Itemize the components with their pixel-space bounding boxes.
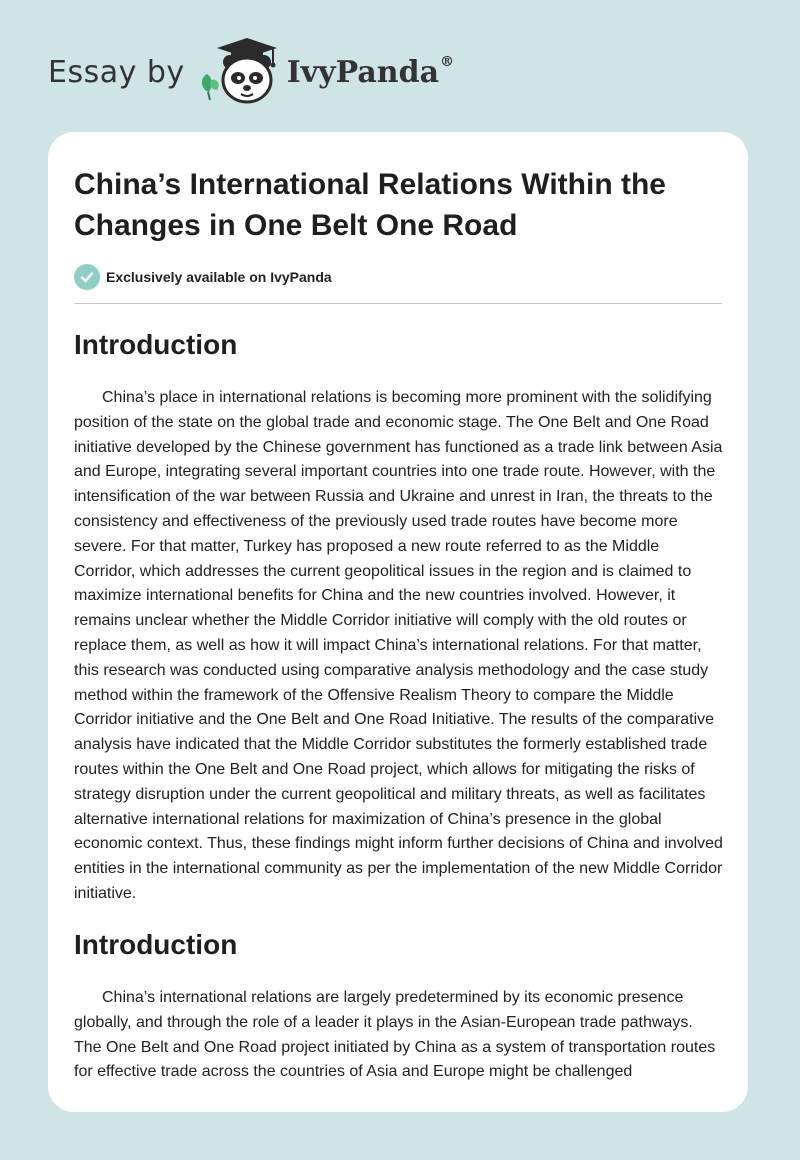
essay-card — [48, 132, 748, 1112]
essay-title: China’s International Relations Within the Changes in One Belt One Road — [74, 168, 666, 242]
exclusive-badge — [74, 264, 332, 290]
panda-logo-icon — [197, 36, 283, 108]
section-heading: Introduction — [74, 929, 238, 960]
registered-mark: ® — [440, 54, 455, 70]
divider — [74, 303, 722, 304]
logo-essay-by: Essay by — [48, 54, 185, 90]
ivypanda-logo[interactable] — [48, 36, 454, 108]
leaf-icon — [202, 74, 219, 100]
check-icon — [74, 264, 100, 290]
badge-label: Exclusively available on IvyPanda — [106, 269, 332, 285]
section-paragraph: China’s international relations are largely predetermined by its economic presence globally, and through the role of a leader it plays in the Asian-European trade pathways. The One Belt and One Road project initiated by China as a system of transportation routes for effective trade across the countries of Asia and Europe might be challenged — [74, 989, 716, 1081]
logo-brand-name: IvyPanda® — [286, 54, 455, 90]
site-header — [0, 0, 800, 120]
section-heading: Introduction — [74, 329, 238, 360]
section-paragraph: China’s place in international relations is becoming more prominent with the solidifying position of the state on the global trade and economic stage. The One Belt and One Road initiative developed by the Chinese government has functioned as a trade link between Asia and Europe, integrating several important countries into one trade route. However, with the intensification of the war between Russia and Ukraine and unrest in Iran, the threats to the consistency and effectiveness of the previously used trade routes have become more severe. For that matter, Turkey has proposed a new route referred to as the Middle Corridor, which addresses the current geopolitical issues in the region and is claimed to maximize international benefits for China and the new countries involved. However, it remains unclear whether the Middle Corridor initiative will comply with the old routes or replace them, as well as how it will impact China’s international relations. For that matter, this research was conducted using comparative analysis methodology and the case study method within the framework of the Offensive Realism Theory to compare the Middle Corridor initiative and the One Belt and One Road Initiative. The results of the comparative analysis have indicated that the Middle Corridor substitutes the formerly established trade routes within the One Belt and One Road project, which allows for mitigating the risks of strategy disruption under the current geopolitical and military threats, as well as facilitates alternative international relations for maximization of China’s presence in the global economic context. Thus, these findings might inform further decisions of China and involved entities in the international community as per the implementation of the new Middle Corridor initiative. — [74, 389, 723, 902]
